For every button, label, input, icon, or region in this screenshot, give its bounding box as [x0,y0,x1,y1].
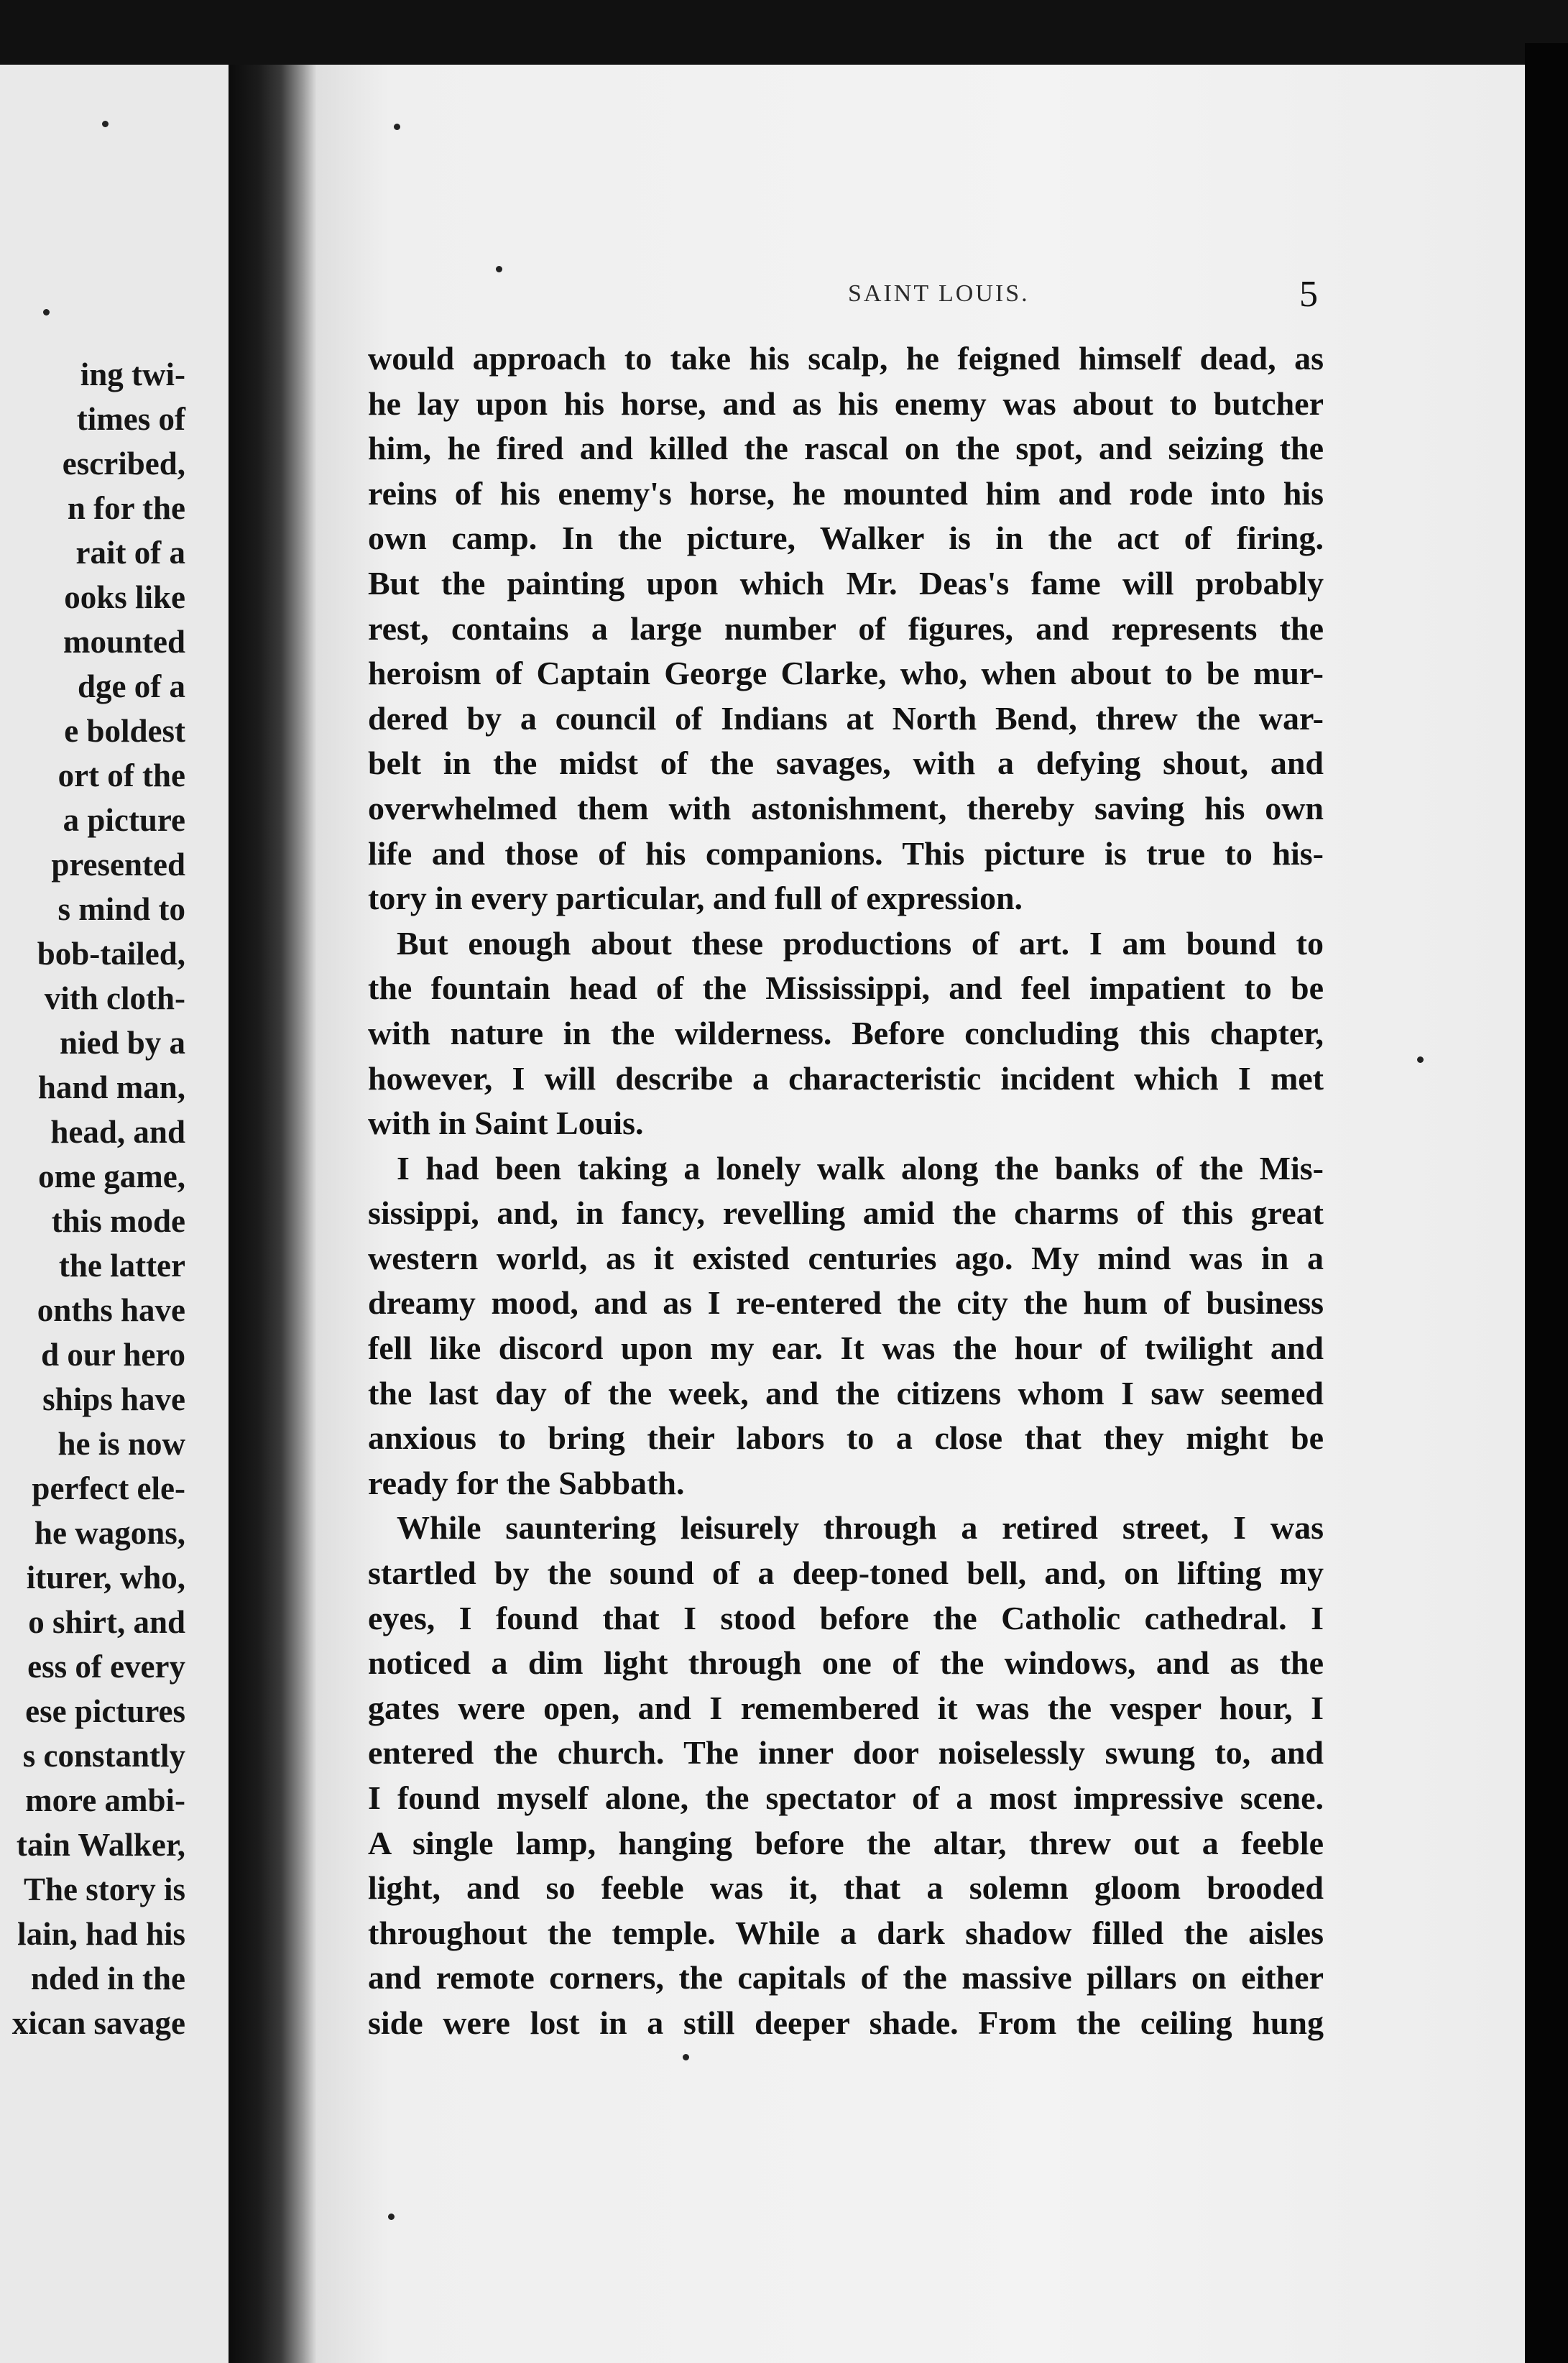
text-line: tory in every particular, and full of expression. [368,880,1023,917]
text-line: entered the church. The inner door noiselessly swung to, and [368,1734,1324,1772]
left-page-line: s constantly [22,1738,185,1774]
left-page-line: times of [76,401,185,437]
text-line: But enough about these productions of art. I am bound to [397,924,1324,962]
left-page-line: nded in the [30,1961,185,1996]
left-page-line: hand man, [37,1069,185,1105]
left-page-line: mounted [63,624,185,660]
left-page-line: tain Walker, [16,1827,185,1863]
scan-border [1525,43,1568,2363]
left-page-line: ess of every [27,1649,185,1685]
left-page-line: ome game, [38,1159,185,1194]
left-page-line: he is now [57,1426,185,1462]
speck [388,2214,395,2220]
text-line: reins of his enemy's horse, he mounted him and rode into his [368,474,1324,512]
left-page-line: ort of the [57,757,185,793]
speck [683,2054,689,2060]
text-line: throughout the temple. While a dark shadow filled the aisles [368,1914,1324,1951]
left-page-line: this mode [51,1203,185,1239]
text-line: dreamy mood, and as I re-entered the city the hum of business [368,1284,1324,1322]
left-page-line: more ambi- [25,1782,185,1818]
page-number: 5 [1299,274,1318,315]
text-line: fell like discord upon my ear. It was the hour of twilight and [368,1330,1324,1367]
text-line: I found myself alone, the spectator of a most impressive scene. [368,1779,1324,1816]
speck [496,266,502,272]
left-page-line: bob-tailed, [37,936,185,972]
speck [43,309,50,315]
left-page-line: lain, had his [17,1916,185,1952]
left-page-line: ing twi- [80,356,185,392]
left-page-line: ships have [42,1381,185,1417]
left-page-line: iturer, who, [26,1560,185,1595]
left-facing-page [0,65,229,2363]
left-page-line: d our hero [41,1337,185,1373]
left-page-line: s mind to [57,891,185,927]
left-page-line: vith cloth- [44,980,185,1016]
text-line: however, I will describe a characteristic incident which I met [368,1059,1324,1097]
text-line: and remote corners, the capitals of the massive pillars on either [368,1959,1324,1996]
text-line: anxious to bring their labors to a close that they might be [368,1419,1324,1457]
text-line: side were lost in a still deeper shade. From the ceiling hung [368,2004,1324,2041]
running-head: SAINT LOUIS. [848,280,1030,307]
left-page-line: n for the [67,490,185,526]
text-line: eyes, I found that I stood before the Catholic cathedral. I [368,1599,1324,1636]
text-line: him, he fired and killed the rascal on the spot, and seizing the [368,430,1324,467]
text-line: light, and so feeble was it, that a solemn gloom brooded [368,1869,1324,1907]
text-line: noticed a dim light through one of the windows, and as the [368,1644,1324,1682]
text-line: he lay upon his horse, and as his enemy was about to butcher [368,384,1324,422]
left-page-line: xican savage [11,2005,185,2041]
left-page-line: rait of a [75,535,185,571]
text-line: While sauntering leisurely through a retired street, I was [397,1509,1324,1547]
text-line: gates were open, and I remembered it was the vesper hour, I [368,1689,1324,1726]
speck [394,124,400,130]
left-page-line: escribed, [62,446,185,482]
left-page-line: the latter [58,1248,185,1284]
left-page-line: he wagons, [34,1515,185,1551]
speck [102,121,109,127]
text-line: A single lamp, hanging before the altar, threw out a feeble [368,1824,1324,1861]
text-line: with nature in the wilderness. Before concluding this chapter, [368,1014,1324,1051]
text-line: would approach to take his scalp, he feigned himself dead, as [368,340,1324,377]
body-text [368,336,1324,2046]
text-line: I had been taking a lonely walk along the banks of the Mis- [397,1149,1324,1187]
text-line: rest, contains a large number of figures, and represents the [368,609,1324,647]
left-page-line: nied by a [59,1025,185,1061]
left-page-line: presented [51,847,185,883]
left-page-line: head, and [50,1114,185,1150]
text-line: heroism of Captain George Clarke, who, when about to be mur- [368,655,1324,692]
book-gutter-shadow [229,65,316,2363]
text-line: with in Saint Louis. [368,1105,644,1142]
left-page-line: a picture [63,802,185,838]
text-line: startled by the sound of a deep-toned bell, and, on lifting my [368,1554,1324,1592]
left-page-line: o shirt, and [28,1604,185,1640]
text-line: the fountain head of the Mississippi, and feel impatient to be [368,969,1324,1007]
left-page-line: e boldest [64,713,185,749]
left-page-line: ooks like [64,579,185,615]
left-page-line: The story is [24,1871,185,1907]
text-line: own camp. In the picture, Walker is in the act of firing. [368,520,1324,557]
speck [1417,1056,1424,1063]
left-page-text-fragment [12,352,185,2045]
text-line: western world, as it existed centuries ago. My mind was in a [368,1239,1324,1276]
text-line: the last day of the week, and the citizens whom I saw seemed [368,1374,1324,1411]
text-line: life and those of his companions. This picture is true to his- [368,834,1324,872]
left-page-line: ese pictures [25,1693,185,1729]
text-line: belt in the midst of the savages, with a defying shout, and [368,745,1324,782]
left-page-line: onths have [37,1292,185,1328]
left-page-line: perfect ele- [32,1470,185,1506]
text-line: dered by a council of Indians at North Bend, threw the war- [368,699,1324,737]
text-line: But the painting upon which Mr. Deas's fame will probably [368,564,1324,602]
left-page-line: dge of a [78,668,185,704]
text-line: overwhelmed them with astonishment, thereby saving his own [368,789,1324,826]
text-line: ready for the Sabbath. [368,1464,685,1501]
text-line: sissippi, and, in fancy, revelling amid the charms of this great [368,1194,1324,1232]
